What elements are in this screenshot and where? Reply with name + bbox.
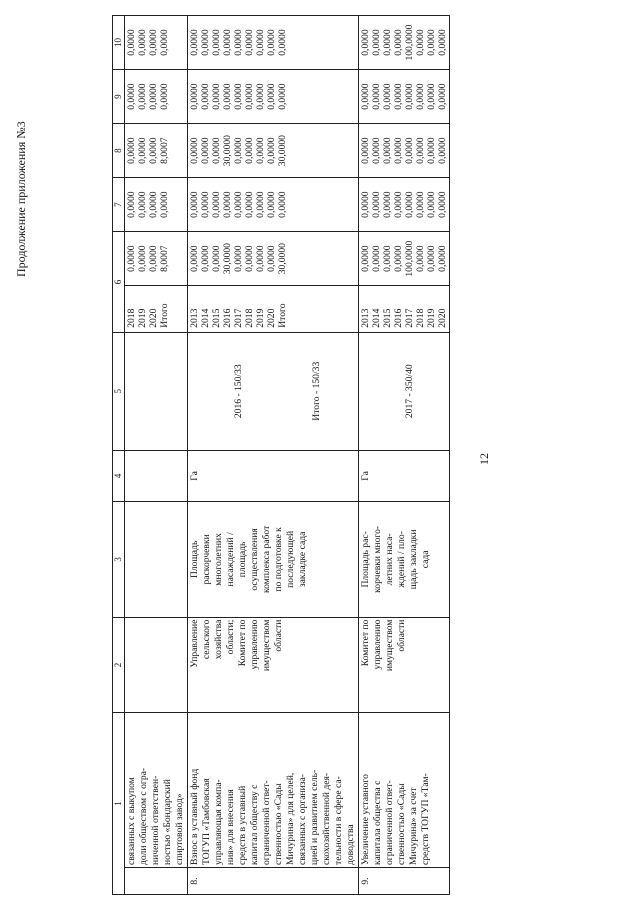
line-item: 0,0000 [126,191,138,218]
line-item: ственностью «Сады [395,783,407,865]
line-item: скохозяйственной дея- [321,772,332,865]
line-item: 8,0007 [159,245,171,272]
line-item: 0,0000 [137,29,149,56]
line-item: 2014 [370,308,382,328]
line-item: средств в уставный [237,785,249,865]
line-item: 0,0000 [189,191,201,218]
line-item: 2016 [222,308,234,328]
indicator-cell [125,502,188,617]
line-item: области; [225,619,237,655]
line-item: 0,0000 [222,191,234,218]
line-item: ограниченной ответ- [383,780,395,865]
executor-cell [125,617,188,713]
line-item: 0,0000 [381,29,393,56]
value-col-8 [188,178,359,232]
line-item: 0,0000 [370,83,382,110]
measure-text [125,713,188,868]
line-item: 0,0000 [233,29,245,56]
col-header-6: 6 [113,232,125,333]
line-item: 0,0000 [392,83,404,110]
line-item: 0,0000 [381,137,393,164]
line-item: Увеличение уставного [359,774,371,865]
line-item: капитала общества с [371,780,383,865]
line-item: ния» для внесения [225,789,237,865]
line-item: ниченной ответствен- [150,775,162,865]
line-item: 0,0000 [381,191,393,218]
line-item: последующей [285,530,297,588]
line-item: ностью «Бондарский [162,779,174,865]
line-item: ственностью «Сады [273,783,285,865]
line-item: 0,0000 [233,137,245,164]
unit-cell: Га [188,450,359,502]
line-item: 0,0000 [370,191,382,218]
line-item: сада [419,550,431,569]
line-item: управлению [371,619,383,670]
line-item: связанных с выкупом [126,777,138,865]
line-item: области [273,619,285,652]
code-value: 2016 - 150/33 [233,364,245,419]
line-item: 2013 [359,308,371,328]
line-item: 2019 [255,308,267,328]
line-item: 0,0000 [233,245,245,272]
table-row-8 [188,16,359,895]
value-col-7 [125,232,188,286]
value-col-10 [188,70,359,124]
line-item: 2018 [414,308,426,328]
line-item: 0,0000 [233,191,245,218]
value-col-10 [358,70,449,124]
line-item: 100,0000 [403,240,415,277]
measure-text [188,713,359,868]
line-item: 0,0000 [414,245,426,272]
line-item: 0,0000 [200,29,212,56]
line-item: тельности в сфере са- [332,776,344,865]
line-item: 2019 [425,308,437,328]
line-item: 0,0000 [126,29,138,56]
line-item: 2020 [148,308,160,328]
line-item: области [395,619,407,652]
line-item: доли обществом с огра- [138,767,150,865]
line-item: 0,0000 [222,83,234,110]
line-item: раскорчевки [201,534,213,585]
line-item: Мичурина» для целей, [285,772,297,865]
line-item: 0,0000 [414,191,426,218]
line-item: летних наса- [383,533,395,586]
line-item: 0,0000 [159,83,171,110]
line-item: 0,0000 [148,29,160,56]
line-item: 2016 [392,308,404,328]
line-item: 30,0000 [277,135,289,167]
executor-cell [188,617,359,713]
year-list [358,286,449,333]
line-item: сельского [201,619,213,660]
line-item: связанных с организа- [297,774,309,865]
line-item: 0,0000 [436,245,448,272]
indicator-cell [358,502,449,617]
value-col-8 [125,178,188,232]
col-header-3: 3 [113,502,125,617]
line-item: закладке сада [297,531,309,588]
line-item: 2015 [211,308,223,328]
line-item: 0,0000 [392,245,404,272]
line-item: 0,0000 [255,137,267,164]
line-item: 0,0000 [392,29,404,56]
line-item: 0,0000 [436,83,448,110]
line-item: щадь закладки [407,529,419,590]
line-item: имуществом [261,619,273,672]
line-item: цией и развитием сель- [309,769,321,865]
code-cell [358,332,449,450]
line-item: ограниченной ответ- [261,780,273,865]
line-item: 0,0000 [189,245,201,272]
code-cell [188,332,359,450]
line-item: по подготовке к [273,527,285,592]
line-item: 0,0000 [255,83,267,110]
line-item: 0,0000 [189,83,201,110]
line-item: 0,0000 [266,137,278,164]
col-header-10: 10 [113,16,125,70]
line-item: 2020 [266,308,278,328]
line-item: 0,0000 [381,83,393,110]
line-item: управлению [249,619,261,670]
line-item: 0,0000 [255,245,267,272]
line-item: Мичурина» за счет [407,787,419,865]
col-header-7: 7 [113,178,125,232]
line-item: ТОГУП «Тамбовская [201,778,213,865]
line-item: 0,0000 [381,245,393,272]
line-item: 0,0000 [266,83,278,110]
line-item: 0,0000 [148,245,160,272]
line-item: 0,0000 [189,137,201,164]
line-item: 0,0000 [359,29,371,56]
line-item: 30,0000 [277,243,289,275]
line-item: 0,0000 [211,29,223,56]
line-item: 0,0000 [370,137,382,164]
line-item: комплекса работ [261,525,273,594]
value-col-11 [188,16,359,70]
line-item: 2013 [189,308,201,328]
line-item: 0,0000 [403,137,415,164]
line-item: 0,0000 [392,191,404,218]
line-item: 0,0000 [200,83,212,110]
continuation-title: Продолжение приложения №3 [14,121,28,277]
unit-cell [125,450,188,502]
line-item: 0,0000 [392,137,404,164]
line-item: 8,0007 [159,137,171,164]
row-number: 8. [188,868,359,895]
line-item: 0,0000 [148,83,160,110]
line-item: 0,0000 [370,29,382,56]
line-item: 0,0000 [137,245,149,272]
line-item: 0,0000 [200,245,212,272]
line-item: 0,0000 [436,191,448,218]
line-item: 2014 [200,308,212,328]
line-item: 30,0000 [222,243,234,275]
line-item: доводства [344,824,356,865]
row-number [125,868,188,895]
value-col-9 [188,124,359,178]
value-col-9 [125,124,188,178]
line-item: 30,0000 [222,135,234,167]
line-item: 0,0000 [403,83,415,110]
value-col-10 [125,70,188,124]
line-item: хозяйства [213,619,225,660]
code-cell [125,332,188,450]
indicator-cell [188,502,359,617]
line-item: 0,0000 [255,191,267,218]
line-item: 0,0000 [277,83,289,110]
line-item: 2017 [233,308,245,328]
line-item: 0,0000 [359,137,371,164]
line-item: 0,0000 [244,137,256,164]
line-item: корчевки много- [371,525,383,593]
line-item: 0,0000 [277,29,289,56]
line-item: 0,0000 [137,83,149,110]
line-item: 0,0000 [359,83,371,110]
line-item: Комитет по [237,619,249,667]
year-list [125,286,188,333]
line-item: 0,0000 [244,191,256,218]
line-item: 0,0000 [436,29,448,56]
line-item: Итого [159,303,171,328]
line-item: 0,0000 [137,137,149,164]
line-item: 0,0000 [159,29,171,56]
line-item: 0,0000 [403,191,415,218]
line-item: 0,0000 [425,137,437,164]
line-item: осуществления [249,528,261,591]
col-header-4: 4 [113,450,125,502]
line-item: 100,0000 [403,24,415,61]
line-item: Площадь рас- [359,531,371,588]
value-col-11 [125,16,188,70]
line-item: 0,0000 [414,137,426,164]
table-row-9 [358,16,449,895]
year-list [188,286,359,333]
line-item: 0,0000 [233,83,245,110]
line-item: Комитет по [359,619,371,667]
line-item: 0,0000 [126,83,138,110]
table-row-continued [125,16,188,895]
line-item: насаждений / [225,532,237,587]
measure-text [358,713,449,868]
col-header-2: 2 [113,617,125,713]
line-item: 0,0000 [359,191,371,218]
line-item: 0,0000 [425,191,437,218]
line-item: 0,0000 [189,29,201,56]
line-item: 0,0000 [244,83,256,110]
line-item: 0,0000 [266,29,278,56]
line-item: 0,0000 [126,245,138,272]
program-table [112,15,450,895]
line-item: 2020 [436,308,448,328]
executor-cell [358,617,449,713]
line-item: имуществом [383,619,395,672]
line-item: 0,0000 [244,245,256,272]
value-col-7 [358,232,449,286]
unit-cell: Га [358,450,449,502]
value-col-7 [188,232,359,286]
line-item: 0,0000 [211,245,223,272]
line-item: 0,0000 [425,83,437,110]
line-item: 0,0000 [200,191,212,218]
line-item: 0,0000 [425,245,437,272]
code-total: Итого - 150/33 [311,361,323,421]
line-item: 0,0000 [359,245,371,272]
col-header-1: 1 [113,713,125,895]
line-item: управляющая компа- [213,779,225,865]
line-item: 0,0000 [414,83,426,110]
header-row [113,16,125,895]
line-item: 0,0000 [211,83,223,110]
line-item: 0,0000 [266,191,278,218]
line-item: 0,0000 [436,137,448,164]
line-item: 0,0000 [211,191,223,218]
page-number: 12 [477,453,491,465]
line-item: 0,0000 [137,191,149,218]
line-item: площадь [237,541,249,578]
line-item: 0,0000 [425,29,437,56]
value-col-11 [358,16,449,70]
line-item: 0,0000 [370,245,382,272]
line-item: спиртовой завод» [174,793,186,865]
col-header-8: 8 [113,124,125,178]
line-item: 0,0000 [148,137,160,164]
line-item: 2015 [381,308,393,328]
table-container [112,15,450,895]
line-item: Площадь [189,540,201,579]
line-item: средств ТОГУП «Там- [419,773,431,865]
line-item: 0,0000 [277,191,289,218]
value-col-9 [358,124,449,178]
line-item: Управление [189,619,201,668]
line-item: 2018 [126,308,138,328]
line-item: 0,0000 [126,137,138,164]
line-item: 0,0000 [211,137,223,164]
line-item: 0,0000 [159,191,171,218]
line-item: 2019 [137,308,149,328]
line-item: 0,0000 [414,29,426,56]
line-item: 2017 [403,308,415,328]
line-item: капитал обществу с [249,784,261,865]
row-number: 9. [358,868,449,895]
line-item: 0,0000 [200,137,212,164]
col-header-9: 9 [113,70,125,124]
code-value: 2017 - 350/40 [403,364,415,419]
col-header-5: 5 [113,332,125,450]
value-col-8 [358,178,449,232]
line-item: ждений / пло- [395,531,407,588]
line-item: Итого [277,303,289,328]
line-item: 0,0000 [244,29,256,56]
line-item: 0,0000 [266,245,278,272]
line-item: 2018 [244,308,256,328]
line-item: 0,0000 [255,29,267,56]
line-item: 0,0000 [148,191,160,218]
line-item: Взнос в уставный фонд [189,768,201,865]
line-item: 0,0000 [222,29,234,56]
line-item: многолетних [213,533,225,586]
